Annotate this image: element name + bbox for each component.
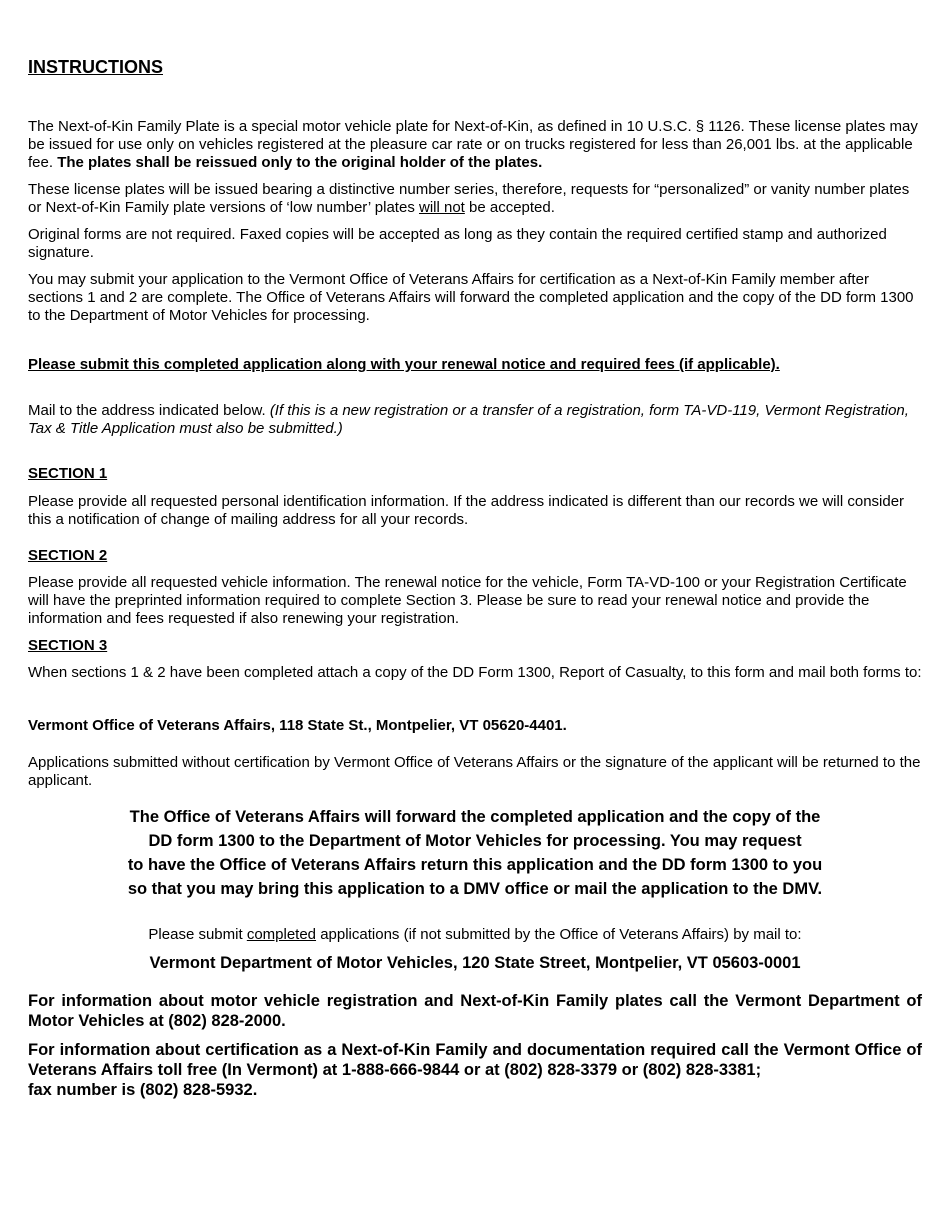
section-2-heading: SECTION 2 (28, 547, 108, 564)
dmv-mail-pre: Please submit (148, 926, 247, 943)
dmv-mail-underline: completed (246, 926, 317, 943)
intro-paragraph-2 (28, 181, 922, 217)
dmv-mail-instruction (28, 926, 922, 944)
submit-notice: Please submit this completed application along with your renewal notice and required fees (if applicable). (28, 356, 780, 373)
section-1-text: Please provide all requested personal identification information. If the address indicated is different than our records we will consider this a notification of change of mailing address for all your records. (28, 493, 905, 528)
forward-line-2: DD form 1300 to the Department of Motor Vehicles for processing. You may request (148, 832, 802, 850)
intro-p2-pre: These license plates will be issued bearing a distinctive number series, therefore, requests for “personalized” or vanity number plates or Next-of-Kin Family plate versions of ‘low number’ plates (28, 181, 910, 216)
applications-returned-note: Applications submitted without certification by Vermont Office of Veterans Affairs or the signature of the applicant will be returned to the applicant. (28, 754, 921, 789)
va-info-fax: fax number is (802) 828-5932. (28, 1081, 258, 1099)
section-3-text: When sections 1 & 2 have been completed attach a copy of the DD Form 1300, Report of Casualty, to this form and mail both forms to: (28, 664, 922, 681)
veterans-affairs-address: Vermont Office of Veterans Affairs, 118 State St., Montpelier, VT 05620-4401. (28, 717, 567, 734)
section-1-heading: SECTION 1 (28, 465, 108, 482)
mail-italic-note: (If this is a new registration or a transfer of a registration, form TA-VD-119, Vermont Registration, Tax & Title Application must also be submitted.) (28, 402, 909, 437)
section-3-heading: SECTION 3 (28, 637, 108, 654)
forward-notice-block (28, 805, 922, 901)
intro-p1-text: The Next-of-Kin Family Plate is a special motor vehicle plate for Next-of-Kin, as defined in 10 U.S.C. § 1126. These license plates may be issued for use only on vehicles registered at the pleasure car rate or on trucks registered for less than 26,001 lbs. at the applicable fee. (28, 118, 918, 171)
dmv-mail-post: applications (if not submitted by the Office of Veterans Affairs) by mail to: (316, 926, 802, 943)
section-2-text: Please provide all requested vehicle information. The renewal notice for the vehicle, Form TA-VD-100 or your Registration Certificate will have the preprinted information required to complete Section 3. Please be sure to read your renewal notice and provide the information and fees requested if also renewing your registration. (28, 574, 907, 627)
forward-line-4: so that you may bring this application to a DMV office or mail the application to the DMV. (127, 880, 823, 898)
intro-p1-bold: The plates shall be reissued only to the original holder of the plates. (57, 154, 543, 171)
forward-line-1: The Office of Veterans Affairs will forward the completed application and the copy of the (129, 808, 821, 826)
page-title: INSTRUCTIONS (28, 57, 163, 77)
va-info-paragraph (28, 1040, 922, 1100)
mail-text: Mail to the address indicated below. (28, 402, 270, 419)
intro-paragraph-3: Original forms are not required. Faxed copies will be accepted as long as they contain the required certified stamp and authorized signature. (28, 226, 887, 261)
dmv-address: Vermont Department of Motor Vehicles, 120 State Street, Montpelier, VT 05603-0001 (149, 954, 801, 972)
intro-p2-underline: will not (418, 199, 465, 216)
intro-p2-post: be accepted. (464, 199, 555, 216)
intro-paragraph-4: You may submit your application to the Vermont Office of Veterans Affairs for certification as a Next-of-Kin Family member after sections 1 and 2 are complete. The Office of Veterans Affairs will forward the completed application and the copy of the DD form 1300 to the Department of Motor Vehicles for processing. (28, 271, 914, 324)
dmv-info-paragraph: For information about motor vehicle registration and Next-of-Kin Family plates call the Vermont Department of Motor Vehicles at (802) 828-2000. (28, 992, 922, 1030)
intro-paragraph-1 (28, 118, 922, 172)
va-info-line-1: For information about certification as a Next-of-Kin Family and documentation required call the Vermont Office of Veterans Affairs toll free (In Vermont) at 1-888-666-9844 or at (802) 828-3379 or (802) 828-3381; (28, 1041, 922, 1079)
mail-instructions (28, 402, 922, 438)
forward-line-3: to have the Office of Veterans Affairs return this application and the DD form 1300 to you (127, 856, 823, 874)
